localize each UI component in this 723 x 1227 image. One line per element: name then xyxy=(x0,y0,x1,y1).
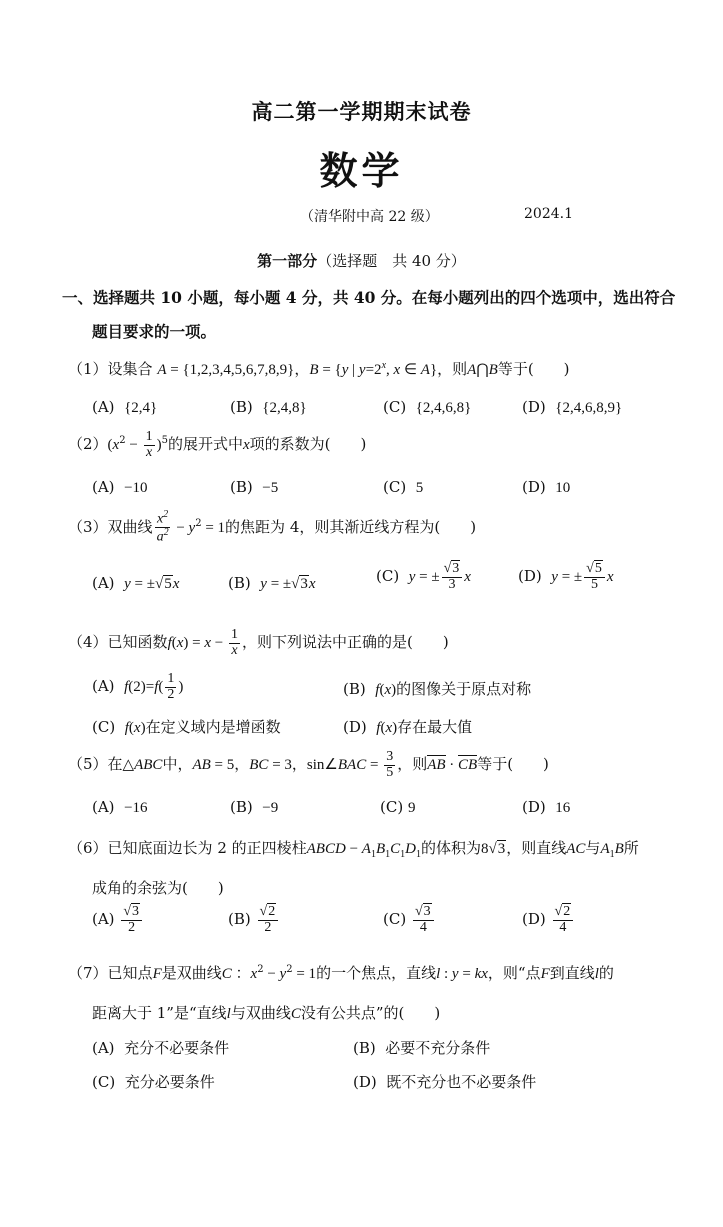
section-instructions-line2: 题目要求的一项。 xyxy=(92,322,217,341)
q2-option-c: (C) 5 xyxy=(383,478,424,496)
question-6: （6）已知底面边长为 2 的正四棱柱ABCD − $A_1B_1C_1D_1$的体积为8√3，则直线AC与$A_1B$所 xyxy=(68,839,639,860)
q2-option-b: (B) −5 xyxy=(230,478,279,496)
q5-text-2: 中， xyxy=(162,755,193,774)
q3-option-a: (A) y = ±√5x xyxy=(92,574,180,592)
q3-option-d: (D) y = ± $\frac{√5}{5}$ x xyxy=(518,561,614,592)
question-number: （2） xyxy=(68,435,108,454)
question-number: （5） xyxy=(68,755,108,774)
q7-text-2: 是双曲线 xyxy=(161,964,222,982)
q6-text: 已知底面边长为 2 的正四棱柱 xyxy=(107,839,307,857)
q1-option-d: (D) {2,4,6,8,9} xyxy=(522,398,623,416)
part-desc: （选择题 共 40 分） xyxy=(317,252,466,270)
q1-option-c: (C) {2,4,6,8} xyxy=(383,398,472,416)
q7-option-a: (A) 充分不必要条件 xyxy=(92,1039,230,1057)
question-number: （4） xyxy=(68,633,108,652)
question-5: （5）在△ABC中，AB = 5，BC = 3，sin∠BAC = $\frac{3}{5}$ ，则AB · CB等于( ) xyxy=(68,749,549,780)
question-7: （7）已知点F是双曲线C ：$x^2 - y^2 = 1$的一个焦点，直线l : y = kx，则“点F到直线l的 xyxy=(68,964,614,982)
question-3: （3）双曲线 $\frac{x^2}{a^2}$ − $y^2 = 1$的焦距为 4，则其渐近线方程为( ) xyxy=(68,509,477,545)
question-1: （1）设集合 A = {1,2,3,4,5,6,7,8,9}，B = {y | $y=2^x$, x ∈ A}，则A⋂B等于( ) xyxy=(68,360,570,378)
question-number: （3） xyxy=(68,517,108,536)
exam-date: 2024.1 xyxy=(524,206,573,222)
q7-text-4: ，则“点 xyxy=(487,964,541,982)
q4-option-a: (A) f(2)=f( $\frac{1}{2}$ ) xyxy=(92,671,184,702)
q7-text-6: 的 xyxy=(598,964,614,982)
q7-option-b: (B) 必要不充分条件 xyxy=(353,1039,491,1057)
question-number: （1） xyxy=(68,360,108,378)
q6-text-5: 所 xyxy=(623,839,639,857)
q7-option-d: (D) 既不充分也不必要条件 xyxy=(353,1073,537,1091)
q6-text-3: ，则直线 xyxy=(506,839,567,857)
q6-option-b: (B) $\frac{√2}{2}$ xyxy=(228,905,280,935)
q5-option-b: (B) −9 xyxy=(230,798,279,816)
q2-text-2: 项的系数为( ) xyxy=(249,435,367,454)
q6-text-4: 与 xyxy=(585,839,601,857)
q3-text: 双曲线 xyxy=(107,517,153,536)
q1-text-3: 等于( ) xyxy=(497,360,570,378)
part-label: 第一部分 xyxy=(257,252,318,270)
q2-option-a: (A) −10 xyxy=(92,478,148,496)
q1-option-a: (A) {2,4} xyxy=(92,398,158,416)
q4-text-2: ，则下列说法中正确的是( ) xyxy=(242,633,449,652)
subject-title: 数学 xyxy=(319,148,404,193)
q6-option-c: (C) $\frac{√3}{4}$ xyxy=(383,905,436,935)
q2-text: 的展开式中 xyxy=(167,435,243,454)
q1-text-2: ，则 xyxy=(437,360,468,378)
q4-option-c: (C) f(x)在定义域内是增函数 xyxy=(92,718,281,736)
q4-option-b: (B) f(x)的图像关于原点对称 xyxy=(343,680,532,698)
school-info: （清华附中高 22 级） xyxy=(300,209,439,225)
q7-option-c: (C) 充分必要条件 xyxy=(92,1073,215,1091)
q4-text: 已知函数 xyxy=(107,633,168,652)
q5-option-d: (D) 16 xyxy=(522,798,571,816)
question-4: （4）已知函数f(x) = x − $\frac{1}{x}$ ，则下列说法中正确的是( ) xyxy=(68,627,449,658)
q6-option-a: (A) $\frac{√3}{2}$ xyxy=(92,905,144,935)
q7-text-8: 与双曲线 xyxy=(230,1004,291,1022)
q2-option-d: (D) 10 xyxy=(522,478,571,496)
exam-title: 高二第一学期期末试卷 xyxy=(251,99,472,124)
q5-option-c: (C) 9 xyxy=(380,798,416,816)
section-instructions-line1: 一、选择题共 10 小题，每小题 4 分，共 40 分。在每小题列出的四个选项中，选出符合 xyxy=(62,288,676,307)
q3-option-c: (C) y = ± $\frac{√3}{3}$ x xyxy=(376,561,471,592)
q5-text-3: ，则 xyxy=(397,755,428,774)
q6-text-2: 的体积为 xyxy=(420,839,481,857)
q7-text: 已知点 xyxy=(107,964,153,982)
q4-option-d: (D) f(x)存在最大值 xyxy=(343,718,473,736)
q7-text-3: 的一个焦点，直线 xyxy=(316,964,437,982)
q3-option-b: (B) y = ±√3x xyxy=(228,574,316,592)
q7-text-5: 到直线 xyxy=(549,964,595,982)
q7-text-9: 没有公共点”的( ) xyxy=(300,1004,441,1022)
question-number: （6） xyxy=(68,839,108,857)
q5-option-a: (A) −16 xyxy=(92,798,148,816)
question-6-line2: 成角的余弦为( ) xyxy=(92,879,224,897)
q7-text-7: 距离大于 1”是“直线 xyxy=(92,1004,227,1022)
question-number: （7） xyxy=(68,964,108,982)
q6-option-d: (D) $\frac{√2}{4}$ xyxy=(522,905,575,935)
part-heading xyxy=(0,250,723,271)
q1-option-b: (B) {2,4,8} xyxy=(230,398,307,416)
q3-text-2: 的焦距为 4，则其渐近线方程为( ) xyxy=(225,517,477,536)
question-7-line2: 距离大于 1”是“直线l与双曲线C没有公共点”的( ) xyxy=(92,1004,441,1022)
question-2: $(2)(x^2$ − $\frac{1}{x}$ )$^5$的展开式中x项的系数为( ) xyxy=(68,429,367,460)
q5-text-4: 等于( ) xyxy=(477,755,549,774)
q1-text: 设集合 xyxy=(107,360,153,378)
q5-text: 在△ xyxy=(107,755,135,774)
